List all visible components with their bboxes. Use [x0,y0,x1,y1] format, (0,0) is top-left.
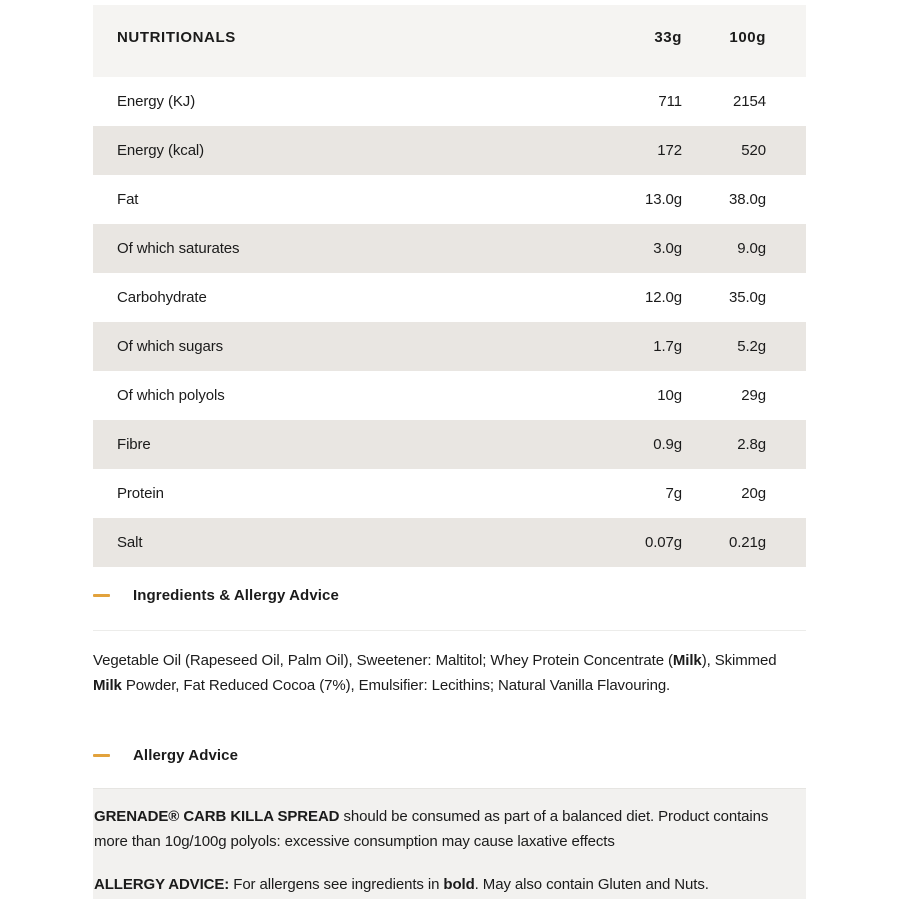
allergy-heading: Allergy Advice [133,746,239,764]
ingredients-text: Vegetable Oil (Rapeseed Oil, Palm Oil), Sweetener: Maltitol; Whey Protein Concentrate (Milk), Skimmed Milk Powder, Fat Reduced Cocoa (7%), Emulsifier: Lecithins; Natural Vanilla Flavouring. [93,652,777,694]
table-row [93,273,806,322]
ingredients-heading: Ingredients & Allergy Advice [133,586,339,604]
nutrient-value-serving: 10g [657,387,682,404]
table-row [93,77,806,126]
allergy-advice-notice: ALLERGY ADVICE: For allergens see ingredients in bold. May also contain Gluten and Nuts. [94,876,709,893]
table-row [93,469,806,518]
nutrient-value-serving: 3.0g [653,240,682,257]
nutrient-label: Of which polyols [117,387,225,404]
nutrient-value-serving: 1.7g [653,338,682,355]
nutrient-label: Of which saturates [117,240,240,257]
table-header-row [93,5,806,77]
table-row [93,371,806,420]
table-row [93,175,806,224]
nutrient-value-serving: 172 [657,142,682,159]
nutrient-value-100g: 9.0g [737,240,766,257]
nutrient-label: Of which sugars [117,338,224,355]
nutrient-label: Carbohydrate [117,289,207,306]
nutrient-value-100g: 2.8g [737,436,766,453]
allergy-advice-block [93,788,806,899]
section-divider [93,630,806,631]
nutrient-value-serving: 7g [665,485,682,502]
allergy-accordion-header[interactable] [93,745,806,765]
nutrient-value-100g: 38.0g [728,191,766,208]
table-row [93,224,806,273]
nutrient-value-100g: 29g [741,387,766,404]
serving-column-header: 33g [654,28,682,46]
nutrient-value-100g: 520 [741,142,766,159]
nutrient-label: Salt [117,534,143,551]
table-row [93,126,806,175]
ingredients-accordion-header[interactable] [93,585,806,605]
nutrient-value-100g: 0.21g [728,534,766,551]
table-title: NUTRITIONALS [117,28,236,46]
table-row [93,420,806,469]
nutrient-value-100g: 35.0g [728,289,766,306]
nutrient-label: Protein [117,485,164,502]
nutrient-value-serving: 13.0g [644,191,682,208]
per-100g-column-header: 100g [729,28,766,46]
nutrient-value-100g: 5.2g [737,338,766,355]
nutrient-label: Fat [117,191,139,208]
table-row [93,518,806,567]
nutrient-value-serving: 12.0g [644,289,682,306]
nutrient-value-100g: 20g [741,485,766,502]
balanced-diet-notice: GRENADE® CARB KILLA SPREAD should be consumed as part of a balanced diet. Product contains more than 10g/100g polyols: excessive consumption may cause laxative effects [94,808,769,850]
nutrient-value-serving: 0.9g [653,436,682,453]
minus-icon [93,754,110,757]
nutritionals-table [93,5,806,567]
product-info-panel [93,0,806,899]
nutrient-label: Energy (KJ) [117,93,196,110]
table-row [93,322,806,371]
nutrient-value-serving: 0.07g [644,534,682,551]
nutrient-value-100g: 2154 [733,93,766,110]
minus-icon [93,594,110,597]
nutrient-label: Energy (kcal) [117,142,205,159]
nutrient-label: Fibre [117,436,151,453]
nutrient-value-serving: 711 [658,93,682,110]
